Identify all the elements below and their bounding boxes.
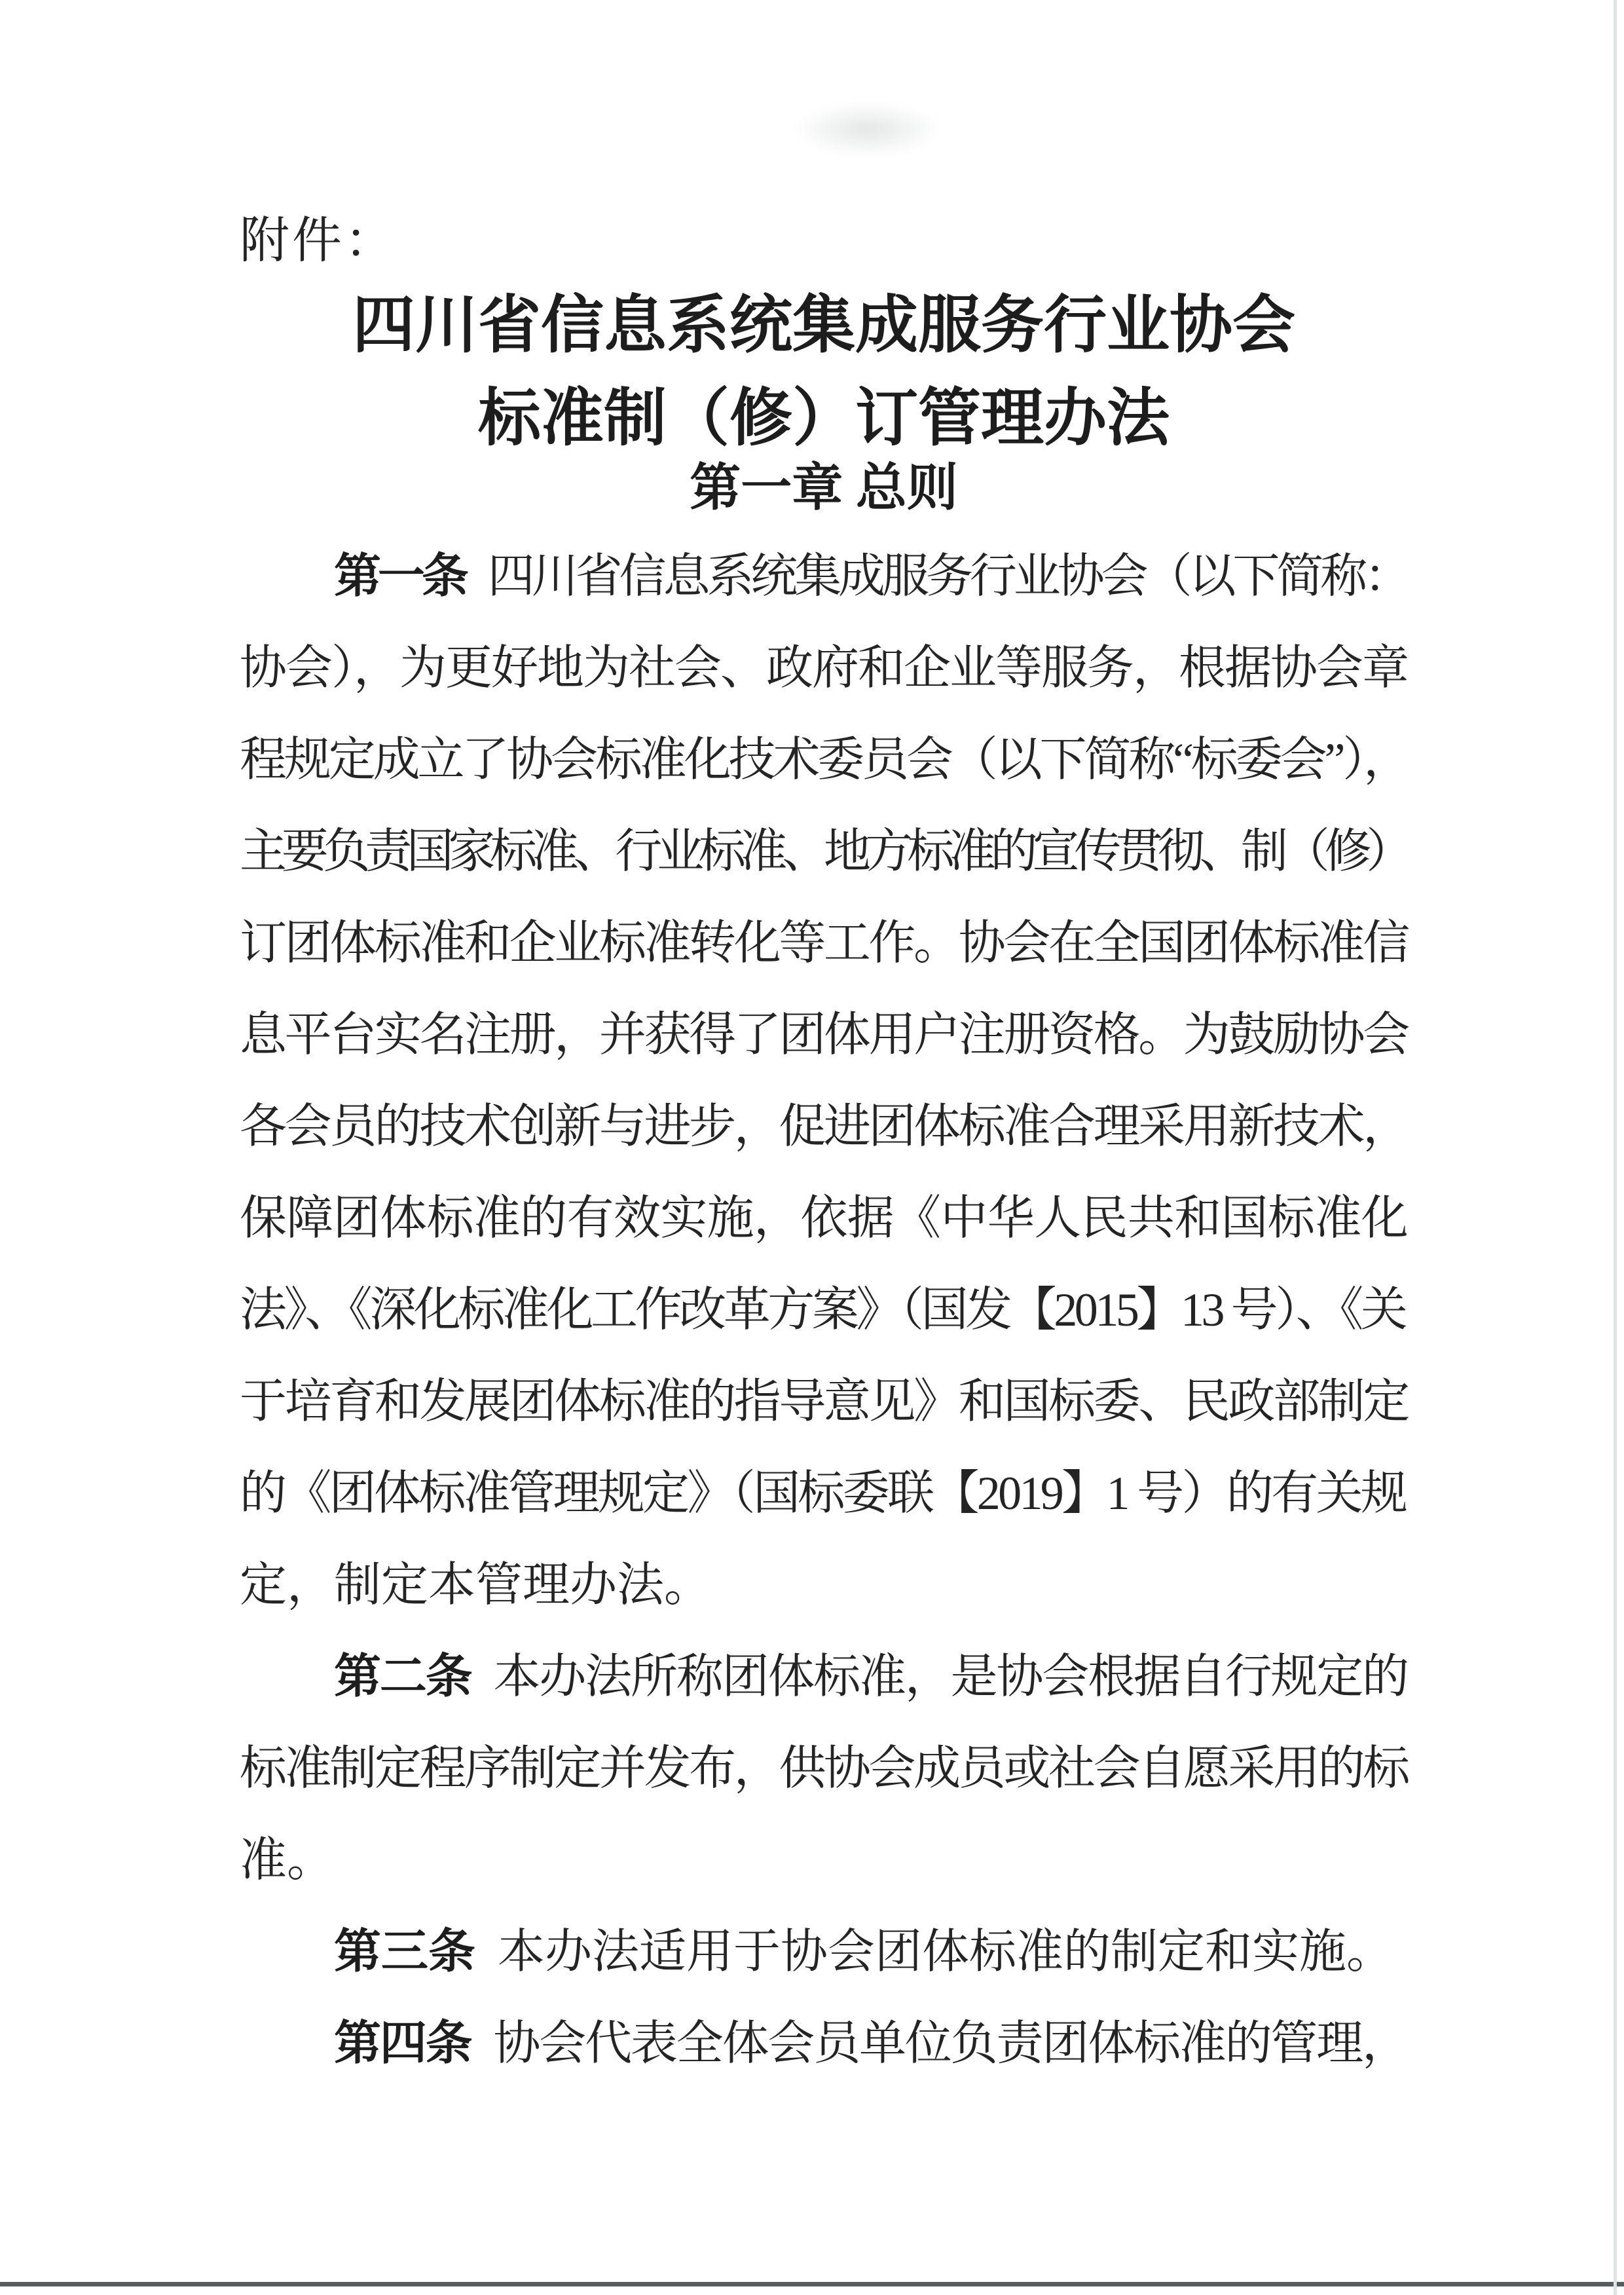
- body-line: [240, 622, 1408, 714]
- line-text: 各会员的技术创新与进步，促进团体标准合理采用新技术，: [240, 1100, 1408, 1153]
- title-line-2: 标准制（修）订管理办法: [478, 383, 1170, 453]
- line-text: 定，制定本管理办法。: [240, 1559, 712, 1611]
- line-text: 法》、《深化标准化工作改革方案》（国发【2015】13 号）、《关: [240, 1284, 1405, 1336]
- body-line: [240, 1081, 1408, 1172]
- line-text: 的《团体标准管理规定》（国标委联【2019】1 号）的有关规: [240, 1467, 1406, 1520]
- line-text: 息平台实名注册，并获得了团体用户注册资格。为鼓励协会: [240, 1009, 1408, 1061]
- clause-number: 第一条: [334, 550, 466, 603]
- body-line: [240, 531, 1408, 622]
- body-line: [240, 1814, 1408, 1906]
- line-text: 协会代表全体会员单位负责团体标准的管理，: [493, 2017, 1408, 2070]
- body-line: [240, 989, 1408, 1081]
- body-line: [240, 1539, 1408, 1631]
- line-text: 于培育和发展团体标准的指导意见》和国标委、民政部制定: [240, 1375, 1408, 1428]
- body-line: [240, 1906, 1408, 1998]
- scan-bottom-edge-line: [0, 2282, 1624, 2286]
- body-line: [240, 1723, 1408, 1814]
- chapter-heading: 第一章 总则: [690, 459, 958, 516]
- line-text: 标准制定程序制定并发布，供协会成员或社会自愿采用的标: [240, 1742, 1408, 1795]
- line-text: 主要负责国家标准、行业标准、地方标准的宣传贯彻、制（修）: [240, 825, 1408, 878]
- line-text: 协会），为更好地为社会、政府和企业等服务，根据协会章: [240, 642, 1409, 694]
- body-line: [240, 1172, 1408, 1264]
- title-line-1: 四川省信息系统集成服务行业协会: [352, 290, 1295, 360]
- attachment-label: 附件：: [240, 214, 397, 269]
- clause-number: 第四条: [334, 2017, 471, 2070]
- body-line: [240, 1447, 1408, 1539]
- body-line: [240, 714, 1408, 806]
- clause-number: 第二条: [334, 1651, 471, 1703]
- line-text: 订团体标准和企业标准转化等工作。协会在全国团体标准信: [240, 917, 1408, 969]
- scan-smudge-artifact: [792, 102, 943, 157]
- body-line: [240, 1356, 1408, 1447]
- body-line: [240, 897, 1408, 989]
- line-text: 四川省信息系统集成服务行业协会（以下简称：: [487, 550, 1409, 603]
- document-title: [240, 279, 1408, 465]
- line-text: 本办法所称团体标准，是协会根据自行规定的: [493, 1651, 1408, 1703]
- line-text: 本办法适用于协会团体标准的制定和实施。: [498, 1926, 1394, 1978]
- body-line: [240, 1998, 1408, 2089]
- body-line: [240, 806, 1408, 897]
- document-body: [240, 531, 1408, 2089]
- body-line: [240, 1264, 1408, 1356]
- clause-number: 第三条: [334, 1926, 476, 1978]
- scan-right-edge-line: [1614, 0, 1617, 2295]
- line-text: 准。: [240, 1834, 335, 1886]
- line-text: 程规定成立了协会标准化技术委员会（以下简称“标委会”），: [240, 734, 1408, 786]
- line-text: 保障团体标准的有效实施，依据《中华人民共和国标准化: [240, 1192, 1409, 1244]
- body-line: [240, 1631, 1408, 1723]
